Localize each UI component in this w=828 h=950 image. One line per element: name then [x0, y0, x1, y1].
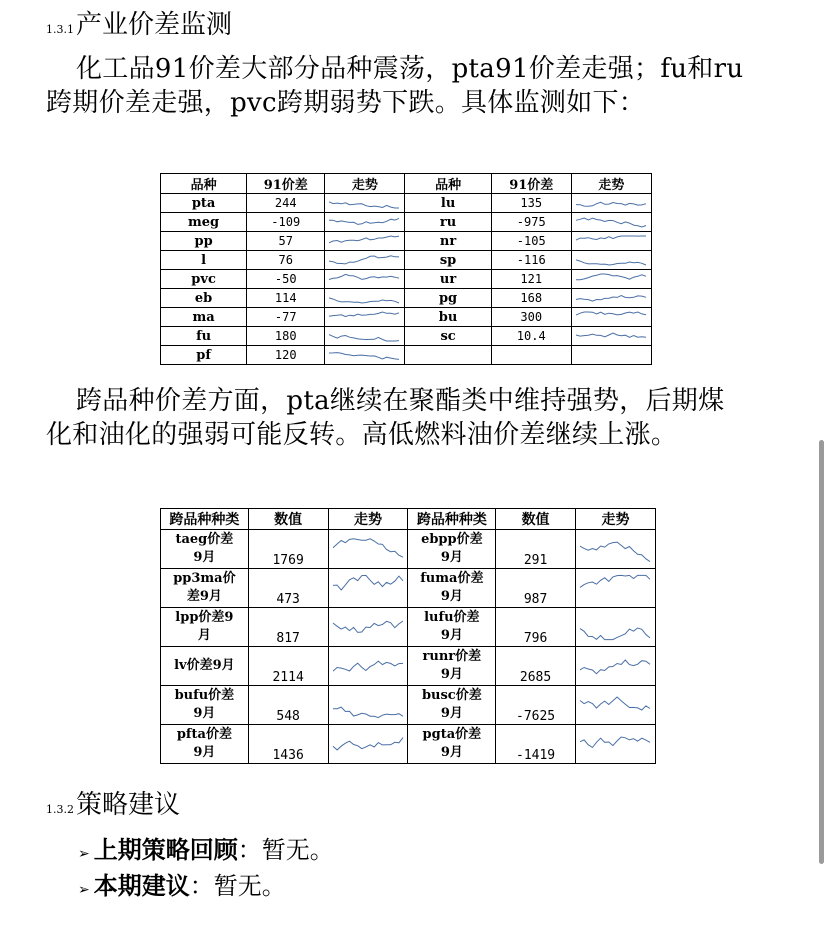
trend-cell: [575, 569, 655, 608]
sparkline-path: [333, 707, 403, 718]
spread-pair-name: [161, 608, 249, 647]
spread-value: 135: [491, 194, 571, 213]
table-row: [161, 647, 656, 686]
sparkline-path: [580, 628, 650, 640]
sparkline-path: [329, 274, 399, 279]
trend-sparkline: [574, 214, 648, 230]
spread-pair-line: 9月: [193, 706, 216, 721]
trend-sparkline: [331, 727, 405, 761]
sparkline-path: [576, 202, 646, 206]
spread-pair-line: fuma价差: [420, 571, 484, 586]
table-header-cell: 走势: [325, 174, 405, 194]
spread-value: 817: [248, 608, 328, 647]
sparkline-path: [333, 621, 403, 632]
spread-table-1: [160, 173, 652, 365]
product-name: eb: [161, 289, 247, 308]
trend-cell: [325, 346, 405, 365]
table-header-cell: 数值: [248, 509, 328, 530]
trend-cell: [328, 569, 408, 608]
table-header-cell: 走势: [328, 509, 408, 530]
spread-value: 300: [491, 308, 571, 327]
spread-pair-line: bufu价差: [174, 688, 235, 703]
sparkline-path: [580, 542, 650, 562]
spread-value: 76: [247, 251, 325, 270]
trend-sparkline: [574, 271, 648, 287]
spread-value: -105: [491, 232, 571, 251]
spread-value: -77: [247, 308, 325, 327]
bullet-current-advice: [78, 866, 286, 901]
spread-value: 244: [247, 194, 325, 213]
spread-value: 548: [248, 686, 328, 725]
spread-value: 180: [247, 327, 325, 346]
bullet-text: ：暂无。: [237, 836, 334, 864]
table-row: [161, 308, 652, 327]
paragraph-text: 跨期价差走强，: [46, 88, 231, 118]
table-row: [161, 530, 656, 569]
table-header-cell: 品种: [405, 174, 491, 194]
trend-cell: [571, 346, 651, 365]
spread-value: -109: [247, 213, 325, 232]
paragraph-text: pta91: [451, 54, 529, 84]
spread-pair-line: taeg价差: [175, 532, 234, 547]
trend-cell: [325, 308, 405, 327]
product-name: pg: [405, 289, 491, 308]
table-row: [161, 232, 652, 251]
trend-sparkline: [574, 195, 648, 211]
paragraph-text: 价差大部分品种震荡，: [188, 54, 452, 84]
trend-cell: [575, 647, 655, 686]
trend-sparkline: [327, 233, 401, 249]
sparkline-path: [333, 575, 403, 590]
product-name: meg: [161, 213, 247, 232]
bullet-text: ：暂无。: [189, 872, 286, 900]
spread-value: 796: [496, 608, 576, 647]
spread-value: 57: [247, 232, 325, 251]
table-header-cell: 走势: [571, 174, 651, 194]
trend-sparkline: [574, 290, 648, 306]
sparkline-path: [333, 661, 403, 671]
trend-sparkline: [327, 309, 401, 325]
sparkline-path: [580, 737, 650, 748]
trend-sparkline: [331, 532, 405, 566]
sparkline-path: [333, 738, 403, 750]
trend-sparkline: [331, 610, 405, 644]
product-name: pta: [161, 194, 247, 213]
spread-value: -1419: [496, 725, 576, 764]
spread-value: 168: [491, 289, 571, 308]
product-name: [405, 346, 491, 365]
trend-cell: [328, 647, 408, 686]
trend-cell: [325, 270, 405, 289]
sparkline-path: [329, 335, 399, 341]
sparkline-path: [576, 236, 646, 240]
trend-cell: [575, 686, 655, 725]
spread-pair-line: 9月: [440, 706, 463, 721]
trend-sparkline: [331, 571, 405, 605]
sparkline-path: [576, 218, 646, 227]
spread-pair-line: 9月: [440, 550, 463, 565]
product-name: sc: [405, 327, 491, 346]
scrollbar[interactable]: [819, 440, 824, 864]
spread-pair-line: 9月: [193, 550, 216, 565]
spread-pair-name: [408, 569, 496, 608]
spread-pair-name: [161, 647, 249, 686]
table-row: [161, 327, 652, 346]
table-row: [161, 270, 652, 289]
spread-value: 291: [496, 530, 576, 569]
trend-cell: [575, 725, 655, 764]
spread-pair-line: lufu价差: [424, 610, 480, 625]
spread-pair-name: [161, 686, 249, 725]
trend-sparkline: [578, 649, 652, 683]
section-number: 1.3.1: [46, 23, 74, 36]
table-row: [161, 346, 652, 365]
spread-pair-line: runr价差: [422, 649, 482, 664]
trend-sparkline: [327, 347, 401, 363]
sparkline-path: [580, 660, 650, 674]
trend-sparkline: [327, 328, 401, 344]
product-name: lu: [405, 194, 491, 213]
trend-sparkline: [578, 688, 652, 722]
spread-pair-line: pp3ma价: [173, 571, 236, 586]
trend-cell: [571, 213, 651, 232]
spread-value: 2685: [496, 647, 576, 686]
sparkline-path: [576, 312, 646, 315]
table-header-cell: 品种: [161, 174, 247, 194]
trend-cell: [571, 308, 651, 327]
spread-pair-name: [408, 530, 496, 569]
product-name: ur: [405, 270, 491, 289]
sparkline-path: [329, 353, 399, 360]
spread-table-2: [160, 508, 656, 764]
spread-pair-name: [161, 530, 249, 569]
trend-sparkline: [327, 252, 401, 268]
trend-cell: [571, 251, 651, 270]
spread-pair-line: lv价差9月: [174, 658, 235, 673]
spread-pair-name: [161, 725, 249, 764]
sparkline-path: [576, 274, 646, 280]
spread-pair-line: 9月: [440, 628, 463, 643]
sparkline-path: [576, 296, 646, 302]
sparkline-path: [580, 575, 650, 587]
spread-value: 1769: [248, 530, 328, 569]
spread-pair-name: [161, 569, 249, 608]
table-row: [161, 289, 652, 308]
trend-sparkline: [327, 214, 401, 230]
spread-pair-line: lpp价差9: [175, 610, 234, 625]
spread-pair-line: ebpp价差: [421, 532, 483, 547]
spread-value: 10.4: [491, 327, 571, 346]
spread-pair-line: busc价差: [421, 688, 482, 703]
sparkline-path: [329, 312, 399, 317]
sparkline-path: [576, 333, 646, 337]
spread-value: 2114: [248, 647, 328, 686]
trend-cell: [325, 327, 405, 346]
spread-value: -975: [491, 213, 571, 232]
trend-sparkline: [578, 571, 652, 605]
trend-cell: [575, 608, 655, 647]
product-name: fu: [161, 327, 247, 346]
section-title: 策略建议: [76, 790, 181, 820]
trend-sparkline: [327, 195, 401, 211]
spread-value: 120: [247, 346, 325, 365]
spread-value: -7625: [496, 686, 576, 725]
table-row: [161, 251, 652, 270]
trend-cell: [328, 725, 408, 764]
trend-cell: [328, 530, 408, 569]
spread-pair-name: [408, 686, 496, 725]
table-header-cell: 跨品种种类: [408, 509, 496, 530]
sparkline-path: [329, 202, 399, 208]
spread-pair-line: pgta价差: [422, 727, 482, 742]
trend-cell: [325, 194, 405, 213]
trend-sparkline: [578, 610, 652, 644]
trend-sparkline: [578, 727, 652, 761]
paragraph-text: pta: [286, 386, 330, 416]
section-number: 1.3.2: [46, 803, 74, 816]
trend-sparkline: [578, 532, 652, 566]
arrow-bullet-icon: ➢: [78, 882, 90, 898]
table-row: [161, 569, 656, 608]
product-name: ma: [161, 308, 247, 327]
paragraph-2: [46, 384, 746, 452]
spread-value: 114: [247, 289, 325, 308]
bullet-previous-strategy: [78, 830, 334, 865]
trend-cell: [325, 289, 405, 308]
spread-value: 473: [248, 569, 328, 608]
spread-pair-line: 9月: [193, 745, 216, 760]
section-title: 产业价差监测: [76, 10, 233, 40]
trend-sparkline: [574, 252, 648, 268]
product-name: sp: [405, 251, 491, 270]
paragraph-1: [46, 52, 746, 120]
product-name: pvc: [161, 270, 247, 289]
paragraph-text: 继续在聚酯类中维持强势，后期煤化和油化的强弱可能反转。高低燃料油价差继续上涨。: [46, 386, 725, 450]
sparkline-path: [576, 260, 646, 265]
trend-sparkline: [574, 328, 648, 344]
trend-sparkline: [331, 688, 405, 722]
spread-pair-line: 差9月: [186, 589, 222, 604]
table-header-cell: 走势: [575, 509, 655, 530]
trend-sparkline: [331, 649, 405, 683]
spread-pair-line: 月: [197, 628, 211, 643]
paragraph-text: 化工品: [76, 54, 155, 84]
table-row: [161, 194, 652, 213]
product-name: pf: [161, 346, 247, 365]
product-name: pp: [161, 232, 247, 251]
trend-cell: [571, 327, 651, 346]
trend-sparkline: [327, 271, 401, 287]
table-header-cell: 跨品种种类: [161, 509, 249, 530]
spread-pair-name: [408, 647, 496, 686]
bullet-label: 本期建议: [93, 872, 190, 900]
trend-cell: [571, 270, 651, 289]
spread-pair-name: [408, 608, 496, 647]
table-row: [161, 213, 652, 232]
paragraph-text: 价差走强；: [528, 54, 661, 84]
product-name: nr: [405, 232, 491, 251]
trend-cell: [325, 232, 405, 251]
table-row: [161, 686, 656, 725]
spread-value: 1436: [248, 725, 328, 764]
spread-pair-line: 9月: [440, 589, 463, 604]
trend-sparkline: [327, 290, 401, 306]
sparkline-path: [580, 697, 650, 710]
spread-value: 121: [491, 270, 571, 289]
sparkline-path: [329, 298, 399, 303]
spread-value: [491, 346, 571, 365]
paragraph-text: 和: [687, 54, 714, 84]
table-header-cell: 数值: [496, 509, 576, 530]
trend-cell: [325, 251, 405, 270]
paragraph-text: 91: [154, 54, 189, 84]
trend-sparkline: [574, 233, 648, 249]
paragraph-text: ru: [713, 54, 744, 84]
spread-value: -116: [491, 251, 571, 270]
paragraph-text: 跨期弱势下跌。具体监测如下：: [276, 88, 646, 118]
table-row: [161, 608, 656, 647]
spread-pair-name: [408, 725, 496, 764]
trend-cell: [571, 289, 651, 308]
product-name: l: [161, 251, 247, 270]
sparkline-path: [329, 236, 399, 243]
spread-pair-line: pfta价差: [176, 727, 232, 742]
arrow-bullet-icon: ➢: [78, 846, 90, 862]
bullet-label: 上期策略回顾: [93, 836, 238, 864]
sparkline-path: [329, 218, 399, 224]
paragraph-text: 跨品种价差方面，: [76, 386, 287, 416]
product-name: bu: [405, 308, 491, 327]
spread-value: 987: [496, 569, 576, 608]
section-heading-1: [46, 4, 232, 41]
trend-cell: [325, 213, 405, 232]
paragraph-text: pvc: [230, 88, 277, 118]
trend-cell: [571, 194, 651, 213]
paragraph-text: fu: [660, 54, 688, 84]
trend-cell: [328, 608, 408, 647]
table-header-cell: 91价差: [491, 174, 571, 194]
product-name: ru: [405, 213, 491, 232]
section-heading-2: [46, 784, 180, 821]
sparkline-path: [329, 256, 399, 264]
spread-pair-line: 9月: [440, 745, 463, 760]
trend-cell: [571, 232, 651, 251]
spread-value: -50: [247, 270, 325, 289]
table-row: [161, 725, 656, 764]
trend-cell: [328, 686, 408, 725]
sparkline-path: [333, 539, 403, 558]
trend-cell: [575, 530, 655, 569]
table-header-cell: 91价差: [247, 174, 325, 194]
trend-sparkline: [574, 309, 648, 325]
spread-pair-line: 9月: [440, 667, 463, 682]
